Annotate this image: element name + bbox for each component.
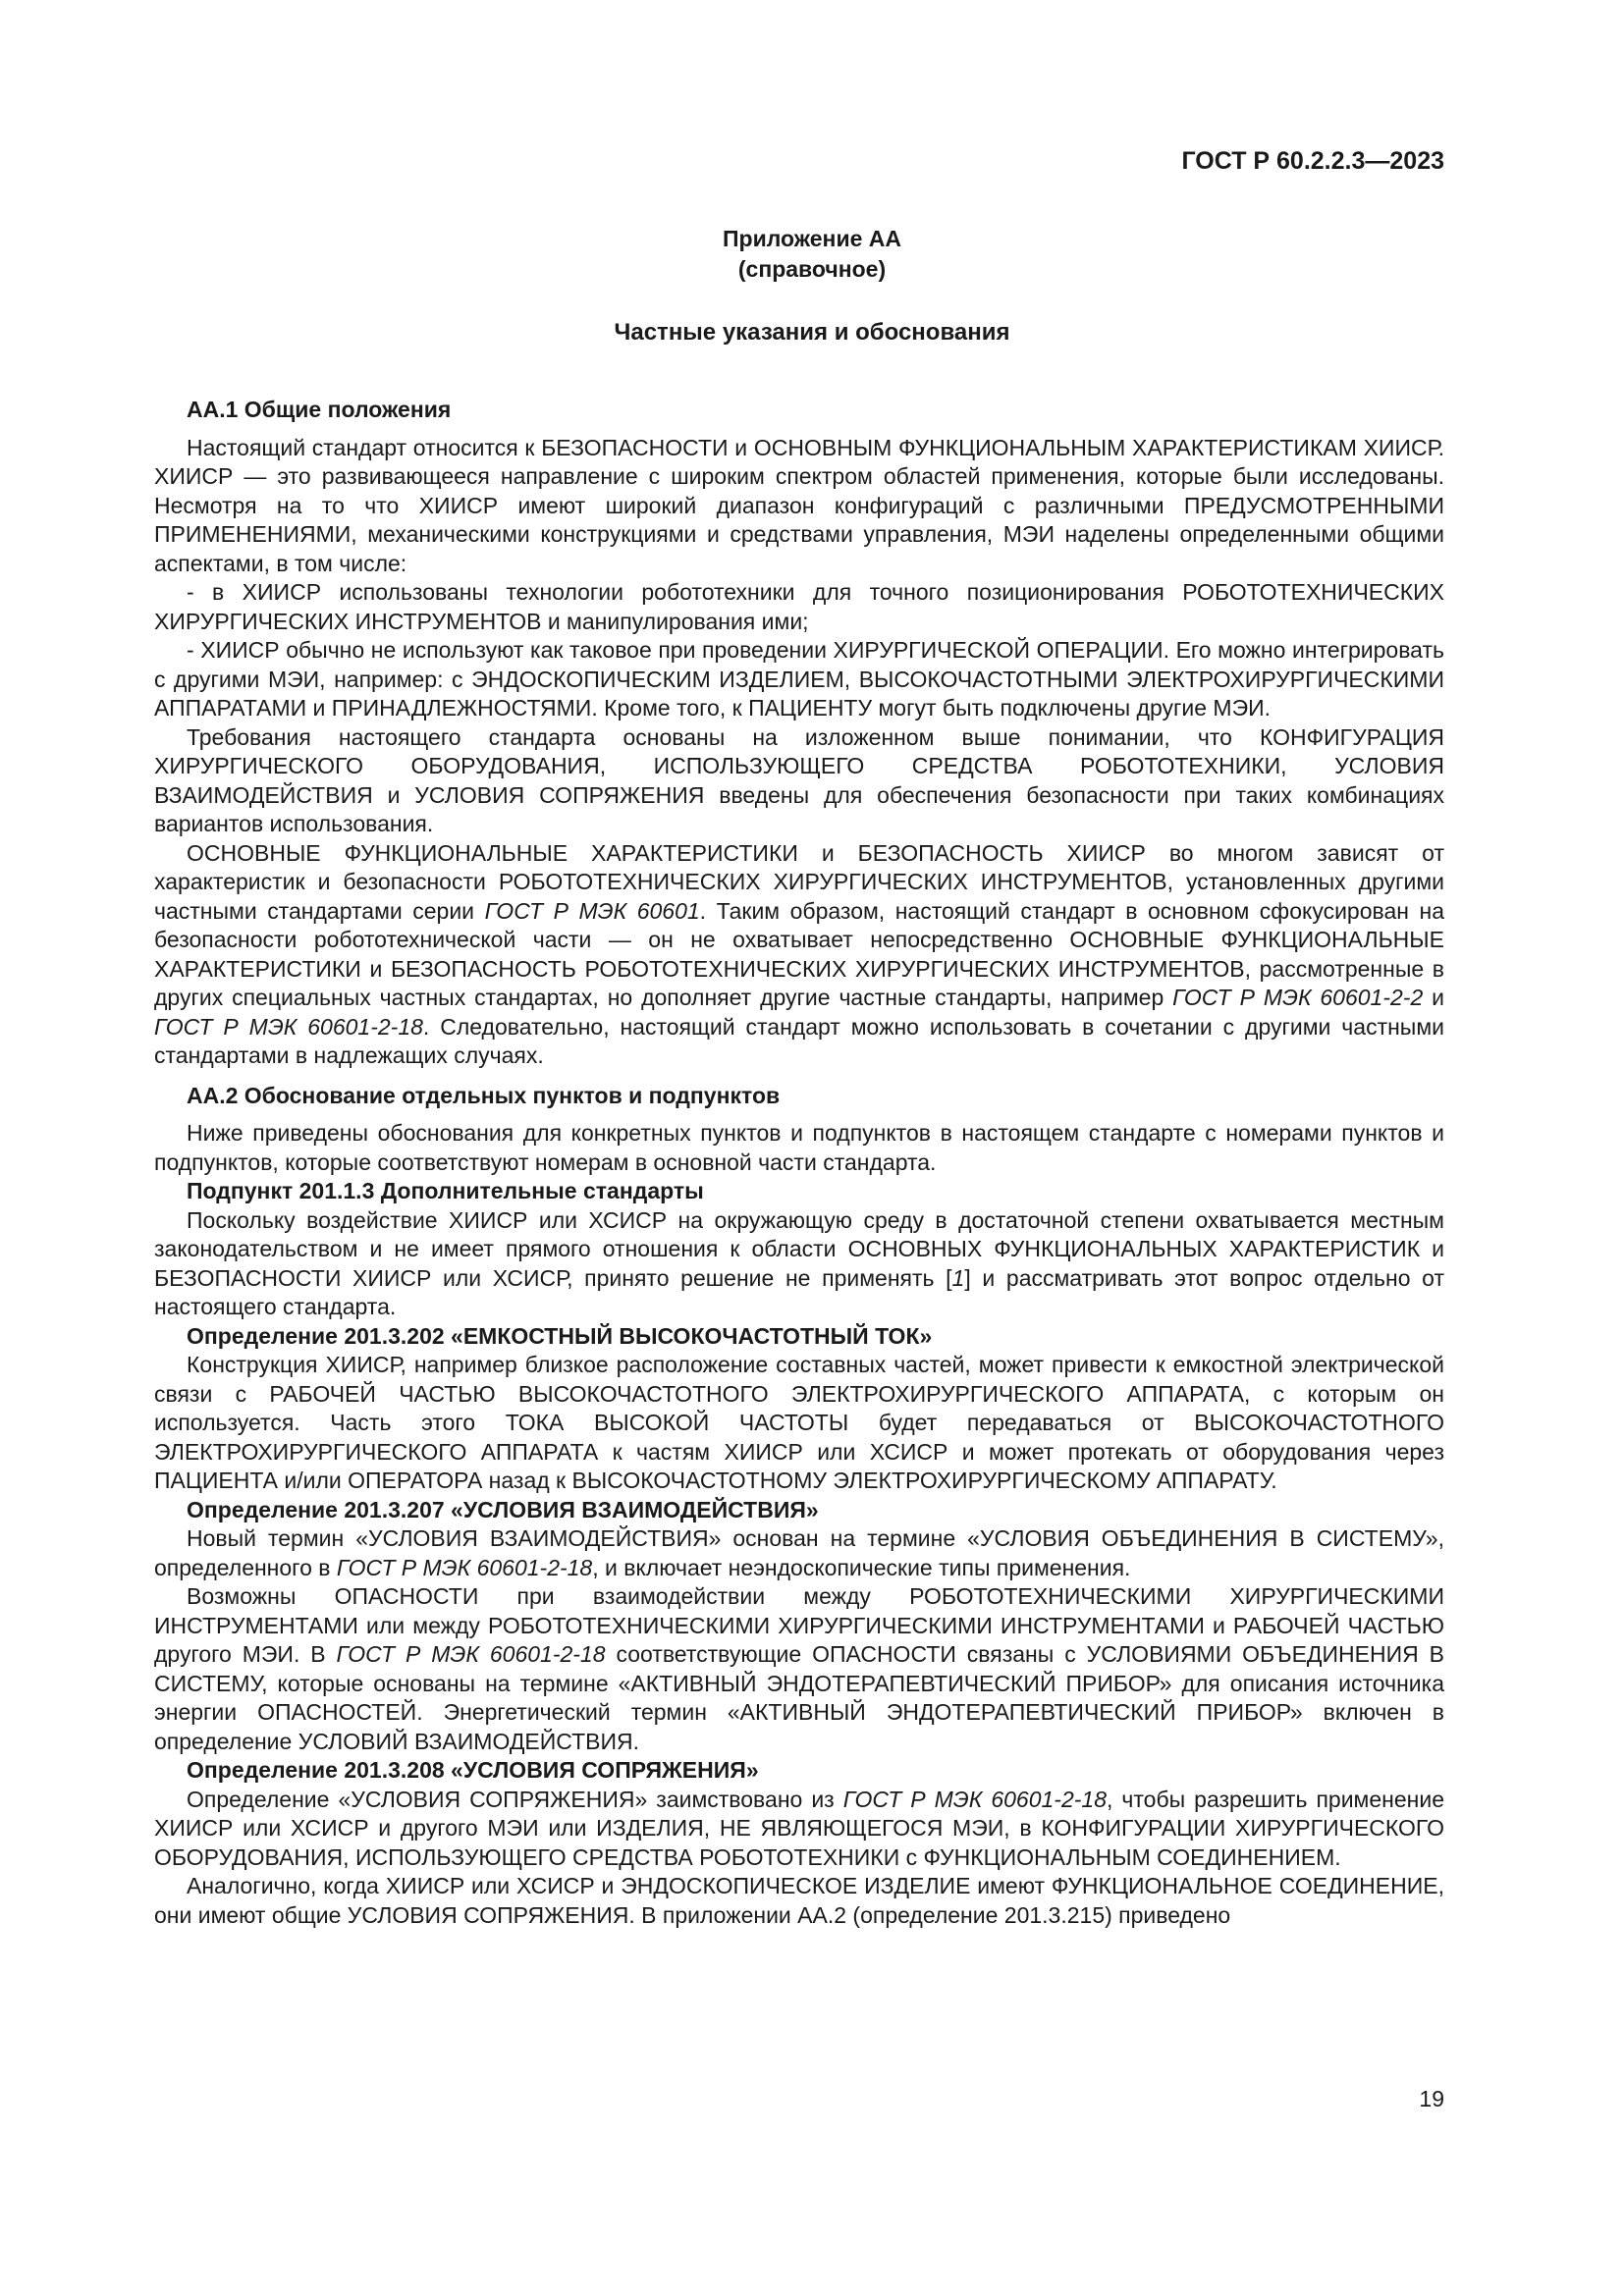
- appendix-title: Приложение АА: [722, 226, 901, 251]
- text: , чтобы разрешить применение ХИИСР или ХСИСР и другого МЭИ или ИЗДЕЛИЯ, НЕ ЯВЛЯЮЩЕГОСЯ МЭИ, в КОНФИГУРАЦИИ ХИРУРГИЧЕСКОГО ОБОРУДОВАНИЯ, ИСПОЛЬЗУЮЩЕГО СРЕДСТВА РОБОТОТЕХНИКИ с ФУНКЦИОНАЛЬНЫМ СОЕДИНЕНИЕМ.: [154, 1786, 1444, 1870]
- definition-paragraph: [154, 1786, 1444, 1873]
- aa1-paragraph: Настоящий стандарт относится к БЕЗОПАСНОСТИ и ОСНОВНЫМ ФУНКЦИОНАЛЬНЫМ ХАРАКТЕРИСТИКАМ ХИИСР. ХИИСР — это развивающееся направление с широким спектром областей применения, которые были исследованы. Несмотря на то что ХИИСР имеют широкий диапазон конфигураций с различными ПРЕДУСМОТРЕННЫМИ ПРИМЕНЕНИЯМИ, механическими конструкциями и средствами управления, МЭИ наделены определенными общими аспектами, в том числе:: [154, 434, 1444, 576]
- text: Возможны ОПАСНОСТИ при взаимодействии между РОБОТОТЕХНИЧЕСКИМИ ХИРУРГИЧЕСКИМИ ИНСТРУМЕНТАМИ или между РОБОТОТЕХНИЧЕСКИМИ ХИРУРГИЧЕСКИМИ ИНСТРУМЕНТАМИ и РАБОЧЕЙ ЧАСТЬЮ другого МЭИ. В: [154, 1583, 1444, 1667]
- bibliography-reference: 1: [951, 1264, 965, 1291]
- subclause-paragraph: [154, 1206, 1444, 1322]
- standard-reference: ГОСТ Р МЭК 60601: [484, 897, 700, 924]
- aa1-heading: АА.1 Общие положения: [187, 397, 452, 422]
- aa2-heading: АА.2 Обоснование отдельных пунктов и подпунктов: [187, 1082, 781, 1108]
- standard-reference: ГОСТ Р МЭК 60601-2-2: [1172, 985, 1424, 1010]
- subclause-heading: Подпункт 201.1.3 Дополнительные стандарты: [187, 1178, 704, 1203]
- aa2-intro: Ниже приведены обоснования для конкретных пунктов и подпунктов в настоящем стандарте с номерами пунктов и подпунктов, которые соответствуют номерам в основной части стандарта.: [154, 1120, 1444, 1175]
- document-body: [154, 396, 1444, 1930]
- definition-heading: Определение 201.3.202 «ЕМКОСТНЫЙ ВЫСОКОЧАСТОТНЫЙ ТОК»: [187, 1322, 933, 1349]
- aa1-paragraph: [154, 839, 1444, 1071]
- definition-paragraph: Конструкция ХИИСР, например близкое расположение составных частей, может привести к емкостной электрической связи с РАБОЧЕЙ ЧАСТЬЮ ВЫСОКОЧАСТОТНОГО ЭЛЕКТРОХИРУРГИЧЕСКОГО АППАРАТА, с которым он используется. Часть этого ТОКА ВЫСОКОЙ ЧАСТОТЫ будет передаваться от ВЫСОКОЧАСТОТНОГО ЭЛЕКТРОХИРУРГИЧЕСКОГО АППАРАТА к частям ХИИСР или ХСИСР и может протекать от оборудования через ПАЦИЕНТА и/или ОПЕРАТОРА назад к ВЫСОКОЧАСТОТНОМУ ЭЛЕКТРОХИРУРГИЧЕСКОМУ АППАРАТУ.: [154, 1352, 1444, 1493]
- text: соответствующие ОПАСНОСТИ связаны с УСЛОВИЯМИ ОБЪЕДИНЕНИЯ В СИСТЕМУ, которые основаны на термине «АКТИВНЫЙ ЭНДОТЕРАПЕВТИЧЕСКИЙ ПРИБОР» для описания источника энергии ОПАСНОСТЕЙ. Энергетический термин «АКТИВНЫЙ ЭНДОТЕРАПЕВТИЧЕСКИЙ ПРИБОР» включен в определение УСЛОВИЙ ВЗАИМОДЕЙСТВИЯ.: [154, 1641, 1445, 1754]
- text: Новый термин «УСЛОВИЯ ВЗАИМОДЕЙСТВИЯ» основан на термине «УСЛОВИЯ ОБЪЕДИНЕНИЯ В СИСТЕМУ», определенного в: [154, 1525, 1444, 1580]
- standard-reference: ГОСТ Р МЭК 60601-2-18: [842, 1786, 1107, 1812]
- aa1-bullet: - ХИИСР обычно не используют как таковое при проведении ХИРУРГИЧЕСКОЙ ОПЕРАЦИИ. Его можно интегрировать с другими МЭИ, например: с ЭНДОСКОПИЧЕСКИМ ИЗДЕЛИЕМ, ВЫСОКОЧАСТОТНЫМИ ЭЛЕКТРОХИРУРГИЧЕСКИМИ АППАРАТАМИ и ПРИНАДЛЕЖНОСТЯМИ. Кроме того, к ПАЦИЕНТУ могут быть подключены другие МЭИ.: [154, 637, 1444, 721]
- definition-paragraph: [154, 1524, 1444, 1582]
- standard-reference: ГОСТ Р МЭК 60601-2-18: [154, 1013, 423, 1040]
- standard-reference: ГОСТ Р МЭК 60601-2-18: [336, 1554, 593, 1580]
- definition-heading: Определение 201.3.208 «УСЛОВИЯ СОПРЯЖЕНИЯ»: [187, 1757, 759, 1783]
- text: ] и рассматривать этот вопрос отдельно от настоящего стандарта.: [154, 1264, 1444, 1319]
- definition-paragraph: Аналогично, когда ХИИСР или ХСИСР и ЭНДОСКОПИЧЕСКОЕ ИЗДЕЛИЕ имеют ФУНКЦИОНАЛЬНОЕ СОЕДИНЕНИЕ, они имеют общие УСЛОВИЯ СОПРЯЖЕНИЯ. В приложении АА.2 (определение 201.3.215) приведено: [154, 1873, 1444, 1928]
- text: , и включает неэндоскопические типы применения.: [592, 1554, 1131, 1580]
- text: и: [1423, 985, 1444, 1010]
- aa1-bullet: - в ХИИСР использованы технологии робототехники для точного позиционирования РОБОТОТЕХНИЧЕСКИХ ХИРУРГИЧЕСКИХ ИНСТРУМЕНТОВ и манипулирования ими;: [154, 579, 1444, 634]
- text: . Следовательно, настоящий стандарт можно использовать в сочетании с другими частными стандартами в надлежащих случаях.: [154, 1013, 1444, 1068]
- text: ОСНОВНЫЕ ФУНКЦИОНАЛЬНЫЕ ХАРАКТЕРИСТИКИ и БЕЗОПАСНОСТЬ ХИИСР во многом зависят от характеристик и безопасности РОБОТОТЕХНИЧЕСКИХ ХИРУРГИЧЕСКИХ ИНСТРУМЕНТОВ, установленных другими частными стандартами серии: [154, 839, 1444, 924]
- definition-heading: Определение 201.3.207 «УСЛОВИЯ ВЗАИМОДЕЙСТВИЯ»: [187, 1496, 819, 1522]
- appendix-heading: [0, 224, 1624, 285]
- text: Поскольку воздействие ХИИСР или ХСИСР на окружающую среду в достаточной степени охватывается местным законодательством и не имеет прямого отношения к области ОСНОВНЫХ ФУНКЦИОНАЛЬНЫХ ХАРАКТЕРИСТИК и БЕЗОПАСНОСТИ ХИИСР или ХСИСР, принято решение не применять [: [154, 1206, 1444, 1291]
- text: . Таким образом, настоящий стандарт в основном сфокусирован на безопасности робототехнической части — он не охватывает непосредственно ОСНОВНЫЕ ФУНКЦИОНАЛЬНЫЕ ХАРАКТЕРИСТИКИ и БЕЗОПАСНОСТЬ РОБОТОТЕХНИЧЕСКИХ ХИРУРГИЧЕСКИХ ИНСТРУМЕНТОВ, рассмотренные в других специальных частных стандартах, но дополняет другие частные стандарты, например: [154, 897, 1444, 1010]
- page-number: 19: [1419, 2086, 1444, 2111]
- text: Определение «УСЛОВИЯ СОПРЯЖЕНИЯ» заимствовано из: [187, 1786, 843, 1812]
- document-id: ГОСТ Р 60.2.2.3—2023: [1181, 147, 1444, 175]
- aa1-paragraph: Требования настоящего стандарта основаны на изложенном выше понимании, что КОНФИГУРАЦИЯ ХИРУРГИЧЕСКОГО ОБОРУДОВАНИЯ, ИСПОЛЬЗУЮЩЕГО СРЕДСТВА РОБОТОТЕХНИКИ, УСЛОВИЯ ВЗАИМОДЕЙСТВИЯ и УСЛОВИЯ СОПРЯЖЕНИЯ введены для обеспечения безопасности при таких комбинациях вариантов использования.: [154, 723, 1444, 836]
- section-title: Частные указания и обоснования: [614, 319, 1010, 346]
- standard-reference: ГОСТ Р МЭК 60601-2-18: [336, 1641, 606, 1667]
- definition-paragraph: [154, 1582, 1444, 1756]
- appendix-subtitle: (справочное): [737, 256, 887, 282]
